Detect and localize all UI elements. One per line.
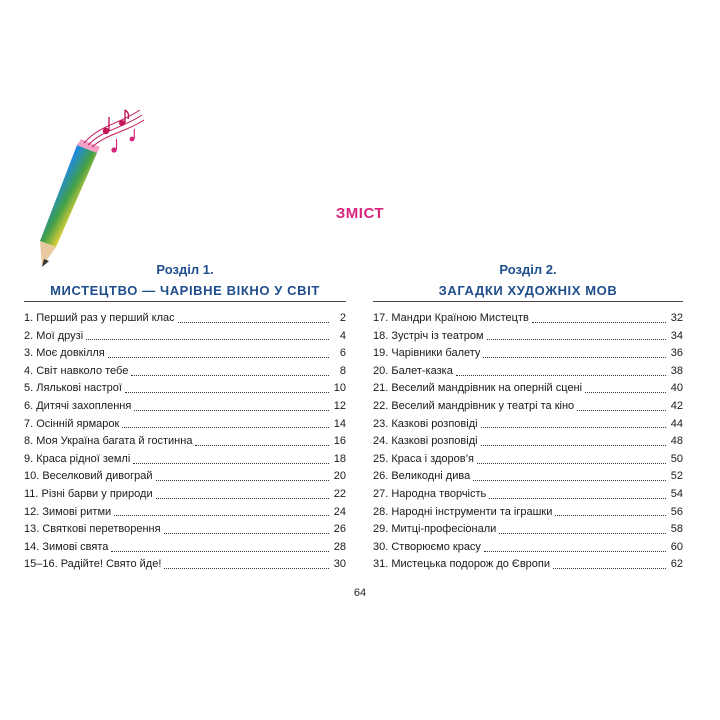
toc-entry — [373, 468, 683, 486]
toc-entry-title: 27. Народна творчість — [373, 487, 487, 500]
dot-leader — [134, 409, 329, 411]
toc-entry — [373, 416, 683, 434]
toc-entry-page: 14 — [333, 417, 346, 430]
toc-entry-title: 5. Лялькові настрої — [24, 382, 122, 395]
toc-entry-page: 44 — [670, 417, 683, 430]
toc-entry — [24, 345, 346, 363]
dot-leader — [553, 567, 666, 569]
toc-entry — [24, 504, 346, 522]
dot-leader — [125, 391, 329, 393]
toc-entry — [24, 416, 346, 434]
toc-entry-title: 19. Чарівники балету — [373, 347, 481, 360]
toc-entry-page: 48 — [670, 435, 683, 448]
toc-list — [373, 310, 683, 574]
toc-entry-title: 23. Казкові розповіді — [373, 417, 478, 430]
toc-entry — [24, 328, 346, 346]
toc-entry-page: 22 — [333, 487, 346, 500]
dot-leader — [111, 550, 329, 552]
dot-leader — [164, 532, 329, 534]
dot-leader — [133, 462, 329, 464]
dot-leader — [555, 514, 666, 516]
toc-entry — [24, 451, 346, 469]
toc-entry-page: 62 — [670, 558, 683, 571]
toc-entry-title: 7. Осінній ярмарок — [24, 417, 120, 430]
toc-entry-title: 29. Митці-професіонали — [373, 523, 497, 536]
toc-entry-title: 13. Святкові перетворення — [24, 523, 161, 536]
toc-entry-title: 20. Балет-казка — [373, 364, 453, 377]
toc-entry — [24, 398, 346, 416]
section-number: Розділ 2. — [499, 262, 557, 277]
toc-entry-title: 11. Різні барви у природи — [24, 487, 153, 500]
dot-leader — [483, 356, 666, 358]
toc-entry — [373, 504, 683, 522]
toc-entry — [24, 433, 346, 451]
toc-entry — [24, 310, 346, 328]
dot-leader — [122, 426, 329, 428]
toc-entry-page: 18 — [333, 452, 346, 465]
dot-leader — [195, 444, 329, 446]
dot-leader — [164, 567, 329, 569]
dot-leader — [156, 497, 329, 499]
toc-entry-title: 4. Світ навколо тебе — [24, 364, 129, 377]
toc-entry-page: 50 — [670, 452, 683, 465]
toc-entry-title: 15–16. Радійте! Свято йде! — [24, 558, 162, 571]
toc-entry-page: 2 — [339, 312, 346, 324]
toc-entry — [24, 468, 346, 486]
toc-entry — [373, 556, 683, 574]
page-number: 64 — [353, 587, 367, 599]
toc-entry-title: 24. Казкові розповіді — [373, 435, 478, 448]
dot-leader — [489, 497, 666, 499]
toc-entry-title: 21. Веселий мандрівник на оперній сцені — [373, 382, 583, 395]
toc-entry-page: 60 — [670, 540, 683, 553]
toc-entry — [373, 486, 683, 504]
toc-entry — [373, 433, 683, 451]
toc-entry-title: 12. Зимові ритми — [24, 505, 112, 518]
toc-entry-page: 52 — [670, 470, 683, 483]
toc-entry-title: 3. Моє довкілля — [24, 347, 105, 360]
toc-entry — [373, 328, 683, 346]
section-divider — [373, 301, 683, 302]
dot-leader — [108, 356, 329, 358]
toc-entry — [24, 486, 346, 504]
toc-entry-title: 17. Мандри Країною Мистецтв — [373, 312, 529, 324]
toc-entry-page: 34 — [670, 329, 683, 342]
toc-entry-page: 36 — [670, 347, 683, 360]
toc-entry — [373, 398, 683, 416]
dot-leader — [114, 514, 329, 516]
toc-entry — [373, 380, 683, 398]
section-divider — [24, 301, 346, 302]
toc-entry-title: 28. Народні інструменти та іграшки — [373, 505, 553, 518]
dot-leader — [131, 374, 329, 376]
toc-entry-title: 30. Створюємо красу — [373, 540, 481, 553]
toc-entry-page: 38 — [670, 364, 683, 377]
toc-entry-page: 10 — [333, 382, 346, 395]
toc-entry-page: 6 — [339, 347, 346, 360]
dot-leader — [473, 479, 666, 481]
toc-entry-title: 6. Дитячі захоплення — [24, 399, 132, 412]
toc-entry-page: 28 — [333, 540, 346, 553]
dot-leader — [178, 321, 329, 323]
toc-entry-title: 10. Веселковий дивограй — [24, 470, 153, 483]
toc-entry-page: 30 — [333, 558, 346, 571]
toc-entry — [373, 345, 683, 363]
toc-entry — [373, 451, 683, 469]
toc-entry-page: 56 — [670, 505, 683, 518]
toc-entry — [373, 363, 683, 381]
toc-entry — [373, 521, 683, 539]
toc-entry — [24, 556, 346, 574]
dot-leader — [477, 462, 666, 464]
dot-leader — [481, 444, 666, 446]
toc-entry-page: 12 — [333, 399, 346, 412]
toc-entry-page: 16 — [333, 435, 346, 448]
dot-leader — [499, 532, 666, 534]
toc-entry — [24, 521, 346, 539]
toc-entry-page: 42 — [670, 399, 683, 412]
dot-leader — [484, 550, 666, 552]
toc-entry — [24, 539, 346, 557]
dot-leader — [585, 391, 666, 393]
section-title: ЗАГАДКИ ХУДОЖНІХ МОВ — [438, 283, 618, 298]
toc-entry-title: 2. Мої друзі — [24, 329, 84, 342]
toc-entry — [24, 380, 346, 398]
dot-leader — [481, 426, 666, 428]
toc-list — [24, 310, 346, 574]
toc-entry-title: 18. Зустріч із театром — [373, 329, 484, 342]
toc-entry-page: 58 — [670, 523, 683, 536]
page-title: ЗМІСТ — [335, 205, 385, 222]
rainbow-pencil-music-notes-icon — [22, 105, 147, 280]
toc-entry-page: 26 — [333, 523, 346, 536]
toc-entry-title: 1. Перший раз у перший клас — [24, 312, 175, 324]
section-title: МИСТЕЦТВО — ЧАРІВНЕ ВІКНО У СВІТ — [50, 283, 320, 298]
toc-entry-title: 14. Зимові свята — [24, 540, 109, 553]
toc-entry-page: 20 — [333, 470, 346, 483]
dot-leader — [487, 338, 666, 340]
toc-entry-page: 54 — [670, 487, 683, 500]
toc-entry-title: 9. Краса рідної землі — [24, 452, 131, 465]
section-number: Розділ 1. — [156, 262, 214, 277]
toc-entry-title: 25. Краса і здоров’я — [373, 452, 474, 465]
dot-leader — [532, 321, 666, 323]
dot-leader — [86, 338, 329, 340]
toc-entry-title: 26. Великодні дива — [373, 470, 471, 483]
toc-entry-page: 32 — [670, 312, 683, 324]
dot-leader — [156, 479, 329, 481]
toc-entry-page: 8 — [339, 364, 346, 377]
toc-entry-title: 8. Моя Україна багата й гостинна — [24, 435, 193, 448]
dot-leader — [577, 409, 666, 411]
toc-entry-page: 24 — [333, 505, 346, 518]
toc-entry-title: 22. Веселий мандрівник у театрі та кіно — [373, 399, 575, 412]
toc-entry-page: 4 — [339, 329, 346, 342]
toc-entry — [373, 310, 683, 328]
toc-entry-page: 40 — [670, 382, 683, 395]
toc-entry — [373, 539, 683, 557]
toc-entry-title: 31. Мистецька подорож до Європи — [373, 558, 551, 571]
dot-leader — [456, 374, 666, 376]
toc-entry — [24, 363, 346, 381]
